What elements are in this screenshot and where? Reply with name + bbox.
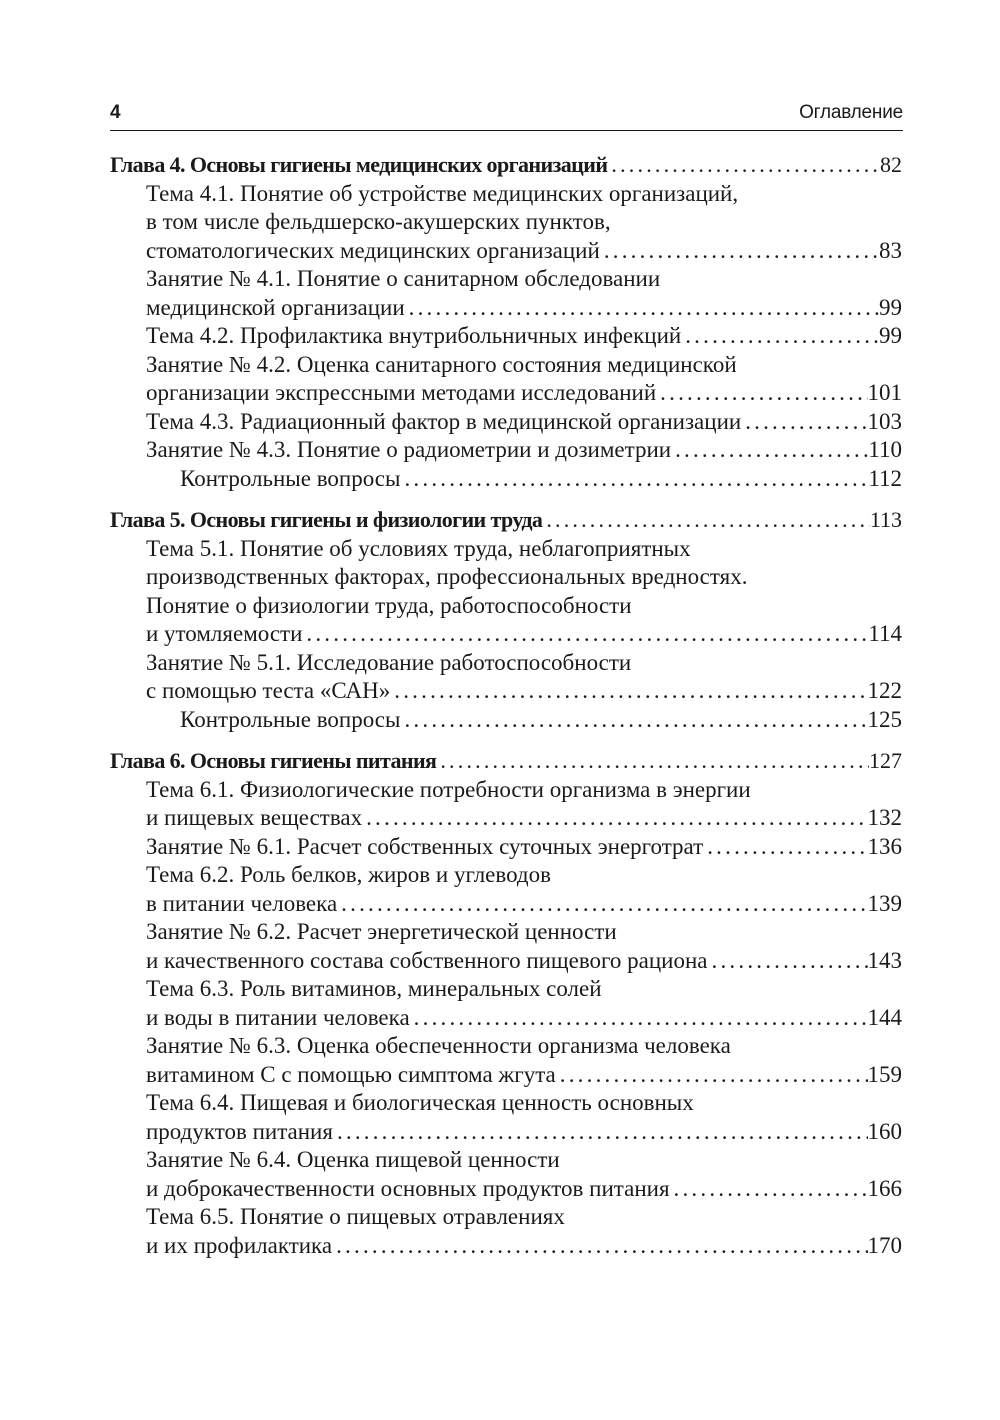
toc-entry-line	[110, 649, 902, 678]
toc-entry-line	[110, 408, 902, 437]
entry-text: Занятие № 6.2. Расчет энергетической ценности	[146, 919, 617, 944]
toc-entry-line	[110, 563, 902, 592]
entry-page: 143	[867, 947, 902, 973]
dot-leader	[405, 294, 879, 323]
entry-text: стоматологических медицинских организаций	[146, 237, 600, 263]
entry-text: с помощью теста «САН»	[146, 678, 391, 703]
chapter-page: 113	[869, 507, 902, 532]
entry-text: и доброкачественности основных продуктов питания	[146, 1175, 670, 1201]
page-number: 4	[110, 102, 121, 123]
entry-text: Понятие о физиологии труда, работоспособности	[146, 592, 632, 618]
entry-text: и качественного состава собственного пищевого рациона	[146, 947, 708, 973]
toc-entry-line	[110, 1061, 902, 1090]
entry-text: Тема 6.5. Понятие о пищевых отравлениях	[146, 1204, 565, 1229]
entry-page: 139	[867, 890, 902, 916]
toc-entry-line	[110, 1232, 902, 1261]
chapter-page: 127	[869, 748, 902, 773]
entry-text: и воды в питании человека	[146, 1004, 410, 1030]
entry-page: 125	[867, 706, 902, 732]
dot-leader	[332, 1232, 867, 1261]
toc-entry-line	[110, 265, 902, 294]
entry-text: в том числе фельдшерско-акушерских пунктов,	[146, 209, 611, 234]
dot-leader	[333, 1118, 868, 1147]
entry-text: витамином С с помощью симптома жгута	[146, 1061, 556, 1087]
entry-text: Тема 6.3. Роль витаминов, минеральных солей	[146, 976, 602, 1001]
dot-leader	[670, 1175, 868, 1204]
entry-page: 132	[867, 805, 902, 830]
dot-leader	[410, 1004, 868, 1033]
toc-entry-line	[110, 620, 902, 649]
entry-page: 103	[867, 408, 902, 434]
entry-page: 99	[879, 323, 902, 348]
toc-entry-line	[110, 1089, 902, 1118]
toc-entry-line	[110, 677, 902, 706]
entry-text: Тема 4.3. Радиационный фактор в медицинской организации	[146, 408, 742, 434]
toc-entry-line	[110, 918, 902, 947]
dot-leader	[708, 947, 868, 976]
toc-entry-line	[110, 1203, 902, 1232]
entry-text: Занятие № 4.1. Понятие о санитарном обследовании	[146, 266, 661, 291]
entry-text: Занятие № 6.1. Расчет собственных суточных энерготрат	[146, 833, 704, 859]
entry-page: 101	[867, 380, 902, 405]
dot-leader	[671, 436, 868, 465]
chapter-heading	[110, 506, 902, 535]
entry-text: Занятие № 6.4. Оценка пищевой ценности	[146, 1147, 560, 1172]
entry-page: 114	[868, 621, 902, 646]
chapter-heading	[110, 151, 902, 180]
entry-text: Занятие № 5.1. Исследование работоспособности	[146, 649, 632, 675]
toc-entry-line	[110, 351, 902, 380]
dot-leader	[400, 465, 868, 494]
toc-entry-line	[110, 237, 902, 266]
entry-page: 159	[867, 1061, 902, 1087]
dot-leader	[607, 151, 880, 180]
dot-leader	[302, 620, 868, 649]
dot-leader	[681, 322, 879, 351]
entry-text: и пищевых веществах	[146, 805, 363, 830]
toc-entry-line	[110, 322, 902, 351]
chapter-title: Глава 4. Основы гигиены медицинских организаций	[110, 152, 608, 177]
entry-page: 83	[879, 237, 902, 263]
entry-text: производственных факторах, профессиональных вредностях.	[146, 564, 748, 589]
toc-entry-line	[110, 833, 902, 862]
toc-entry-line	[110, 1004, 902, 1033]
dot-leader	[600, 237, 879, 266]
dot-leader	[703, 833, 867, 862]
dot-leader	[656, 379, 867, 408]
page-header	[110, 100, 903, 131]
chapter-heading	[110, 747, 902, 776]
entry-text: медицинской организации	[146, 294, 405, 320]
toc-entry-line	[110, 1032, 902, 1061]
entry-text: организации экспрессными методами исследований	[146, 380, 657, 405]
entry-text: Тема 6.2. Роль белков, жиров и углеводов	[146, 862, 551, 887]
review-entry-line	[110, 706, 902, 735]
entry-page: 166	[867, 1175, 902, 1201]
table-of-contents	[110, 151, 902, 1260]
toc-entry-line	[110, 208, 902, 237]
dot-leader	[337, 890, 867, 919]
entry-text: Тема 6.4. Пищевая и биологическая ценность основных	[146, 1090, 694, 1115]
dot-leader	[400, 706, 867, 735]
toc-entry-line	[110, 535, 902, 564]
entry-text: и утомляемости	[146, 621, 303, 646]
chapter-title: Глава 5. Основы гигиены и физиологии труда	[110, 507, 543, 532]
entry-page: 112	[868, 465, 902, 491]
entry-text: продуктов питания	[146, 1118, 333, 1144]
entry-text: Контрольные вопросы	[180, 706, 401, 732]
entry-text: Тема 4.2. Профилактика внутрибольничных инфекций	[146, 323, 682, 348]
toc-entry-line	[110, 1175, 902, 1204]
toc-entry-line	[110, 804, 902, 833]
entry-text: Тема 6.1. Физиологические потребности организма в энергии	[146, 776, 751, 802]
toc-entry-line	[110, 1146, 902, 1175]
entry-text: Занятие № 6.3. Оценка обеспеченности организма человека	[146, 1033, 731, 1058]
entry-text: и их профилактика	[146, 1232, 333, 1258]
toc-entry-line	[110, 1118, 902, 1147]
toc-entry-line	[110, 436, 902, 465]
entry-page: 110	[868, 437, 902, 462]
entry-page: 144	[867, 1004, 902, 1030]
chapter-title: Глава 6. Основы гигиены питания	[110, 748, 437, 773]
entry-text: в питании человека	[146, 890, 338, 916]
toc-entry-line	[110, 975, 902, 1004]
running-title: Оглавление	[799, 102, 903, 123]
entry-page: 136	[867, 833, 902, 859]
chapter-page: 82	[880, 152, 902, 177]
toc-entry-line	[110, 379, 902, 408]
entry-page: 160	[867, 1118, 902, 1144]
toc-entry-line	[110, 592, 902, 621]
entry-text: Контрольные вопросы	[180, 465, 401, 491]
dot-leader	[542, 506, 870, 535]
dot-leader	[436, 747, 869, 776]
toc-entry-line	[110, 890, 902, 919]
dot-leader	[556, 1061, 868, 1090]
toc-entry-line	[110, 776, 902, 805]
toc-entry-line	[110, 947, 902, 976]
review-entry-line	[110, 465, 902, 494]
dot-leader	[390, 677, 867, 706]
toc-entry-line	[110, 294, 902, 323]
entry-page: 99	[879, 294, 902, 320]
dot-leader	[741, 408, 867, 437]
toc-entry-line	[110, 861, 902, 890]
dot-leader	[362, 804, 867, 833]
entry-text: Тема 5.1. Понятие об условиях труда, неблагоприятных	[146, 535, 691, 561]
entry-text: Тема 4.1. Понятие об устройстве медицинских организаций,	[146, 180, 739, 206]
toc-entry-line	[110, 180, 902, 209]
entry-page: 122	[867, 678, 902, 703]
entry-text: Занятие № 4.3. Понятие о радиометрии и дозиметрии	[146, 437, 672, 462]
entry-text: Занятие № 4.2. Оценка санитарного состояния медицинской	[146, 351, 737, 377]
entry-page: 170	[867, 1232, 902, 1258]
